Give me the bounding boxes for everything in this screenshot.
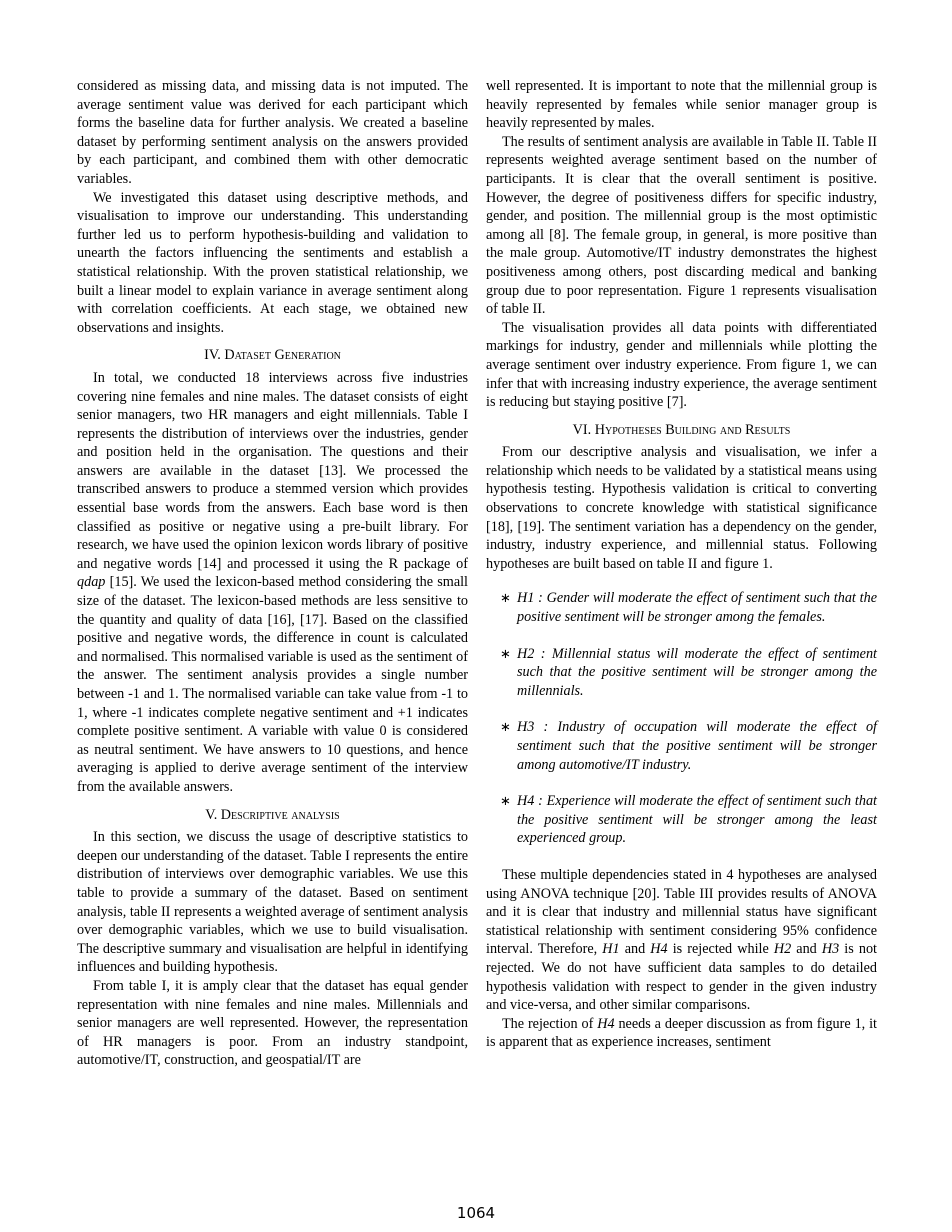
list-item	[486, 645, 877, 701]
list-item	[486, 718, 877, 774]
text-run: [15]. We used the lexicon-based method considering the small size of the dataset. The lexicon-based methods are less sensitive to the quantity and quality of data [16], [17]. Based on the classified positive and negative words, the difference in count is calculated and normalised. This normalised variable is used as the sentiment of the answer. The sentiment analysis provides a single number between -1 and 1. The normalised variable can take value from -1 to 1, where -1 indicates complete negative sentiment and +1 indicates complete positive sentiment. A variable with value 0 is considered as neutral sentiment. We have answers to 10 questions, and hence averaging is applied to derive average sentiment of the interview from the available answers.	[77, 574, 468, 795]
asterisk-bullet-icon: ∗	[500, 719, 511, 735]
text-run: is rejected while	[667, 941, 774, 958]
paragraph-anova	[486, 866, 877, 1015]
hypothesis-ref: H1	[602, 941, 620, 958]
paragraph-hypotheses-intro: From our descriptive analysis and visualisation, we infer a relationship which needs to be validated by a statistical means using hypothesis testing. Hypothesis validation is critical to converting observations to concrete knowledge with statistical significance [18], [19]. The sentiment variation has a dependency on the gender, industry, industry experience, and millennial status. Following hypotheses are built based on table II and figure 1.	[486, 444, 877, 572]
section-title: Dataset Generation	[224, 347, 341, 364]
text-run: These multiple dependencies stated in 4 hypotheses are analysed using ANOVA technique [20]. Table III provides results of ANOVA and it is clear that industry and millennial status have significant statistical relationship with sentiment considering 95% confidence interval. Therefore,	[486, 866, 877, 958]
section-title: Hypotheses Building and Results	[594, 421, 791, 438]
hypothesis-text: H3 : Industry of occupation will moderate the effect of sentiment such that the positive sentiment will be stronger among automotive/IT industry.	[517, 719, 877, 773]
hypothesis-ref: H4	[597, 1015, 615, 1032]
hypothesis-ref: H2	[773, 941, 792, 958]
hypothesis-ref: H4	[650, 941, 668, 958]
section-number: V.	[205, 806, 218, 823]
text-run: The rejection of	[502, 1015, 598, 1032]
text-run: and	[791, 941, 822, 958]
text-run: and	[619, 941, 651, 958]
hypotheses-list	[486, 589, 877, 848]
section-heading-hypotheses	[486, 421, 877, 440]
paragraph-intro-continued: considered as missing data, and missing data is not imputed. The average sentiment value was derived for each participant which forms the baseline data for further analysis. We created a baseline dataset by performing sentiment analysis on the answers provided by each participant, and combined them with other democratic variables.	[77, 78, 468, 187]
paragraph-visualisation: The visualisation provides all data points with differentiated markings for industry, gender and millennials while plotting the average sentiment over industry experience. From figure 1, we can infer that with increasing industry experience, the average sentiment is reducing but staying positive [7].	[486, 319, 877, 411]
right-column	[486, 77, 877, 1052]
paragraph-descriptive-2: From table I, it is amply clear that the dataset has equal gender representation with nine females and nine males. Millennials and senior managers are well represented. However, the representation of HR managers is poor. From an industry standpoint, automotive/IT, construction, and geospatial/IT are	[77, 977, 468, 1069]
asterisk-bullet-icon: ∗	[500, 793, 511, 809]
hypothesis-text: H4 : Experience will moderate the effect of sentiment such that the positive sentiment will be stronger among the least experienced group.	[517, 793, 877, 847]
list-item	[486, 589, 877, 626]
hypothesis-text: H2 : Millennial status will moderate the effect of sentiment such that the positive sentiment will be stronger among the millennials.	[517, 645, 877, 699]
package-name: qdap	[77, 574, 106, 591]
text-run: In total, we conducted 18 interviews across five industries covering nine females and nine males. The dataset consists of eight senior managers, two HR managers and eight millennials. Table I represents the distribution of interviews over the industries, gender and position held in the organisation. The questions and their answers are available in the dataset [13]. We processed the transcribed answers to produce a stemmed version which provides essential base words from the answers. Each base word is then classified as positive or negative using a pre-built library. For research, we have used the opinion lexicon words library of positive and negative words [14] and processed it using the R package of	[77, 369, 468, 572]
paragraph-intro-methods: We investigated this dataset using descriptive methods, and visualisation to improve our understanding. This understanding further led us to perform hypothesis-building and validation to unearth the factors influencing the sentiments and establish a statistical relationship. With the proven statistical relationship, we built a linear model to explain variance in average sentiment along with correlation coefficients. At each stage, we obtained new observations and insights.	[77, 189, 468, 336]
section-number: IV.	[204, 347, 221, 364]
hypothesis-ref: H3	[821, 941, 840, 958]
asterisk-bullet-icon: ∗	[500, 590, 511, 606]
hypothesis-text: H1 : Gender will moderate the effect of sentiment such that the positive sentiment will be stronger among the females.	[517, 590, 877, 626]
section-heading-dataset-generation	[77, 346, 468, 365]
section-number: VI.	[572, 421, 592, 438]
paragraph-dataset-generation	[77, 369, 468, 797]
paragraph-representation-continued: well represented. It is important to note that the millennial group is heavily represented by females while senior manager group is heavily represented by males.	[486, 78, 877, 132]
paragraph-descriptive-1: In this section, we discuss the usage of descriptive statistics to deepen our understanding of the dataset. Table I represents the entire distribution of interviews over demographic variables. We use this table to provide a summary of the dataset. Based on sentiment analysis, table II represents a weighted average of sentiment analysis over demographic variables, which we use to build visualisation. The descriptive summary and visualisation are helpful in identifying influences and building hypothesis.	[77, 829, 468, 976]
paragraph-sentiment-results: The results of sentiment analysis are available in Table II. Table II represents weighted average sentiment based on the number of participants. It is clear that the overall sentiment is positive. However, the degree of positiveness differs for specific industry, gender, and position. The millennial group is the most optimistic among all [8]. The female group, in general, is more positive than the male group. Automotive/IT industry demonstrates the highest positiveness among others, post discarding medical and banking group due to poor representation. Figure 1 represents visualisation of table II.	[486, 133, 877, 318]
asterisk-bullet-icon: ∗	[500, 645, 511, 661]
section-heading-descriptive-analysis	[77, 806, 468, 825]
section-title: Descriptive analysis	[220, 806, 340, 823]
left-column	[77, 77, 468, 1070]
paragraph-h4-rejection	[486, 1015, 877, 1052]
text-run: needs a deeper discussion as from figure 1, it is apparent that as experience increases, sentiment	[486, 1015, 877, 1051]
list-item	[486, 792, 877, 848]
page-number: 1064	[456, 1204, 496, 1222]
text-run: is not rejected. We do not have sufficient data samples to do detailed hypothesis validation with respect to gender in the given industry and vice-versa, and other similar comparisons.	[486, 941, 877, 1014]
